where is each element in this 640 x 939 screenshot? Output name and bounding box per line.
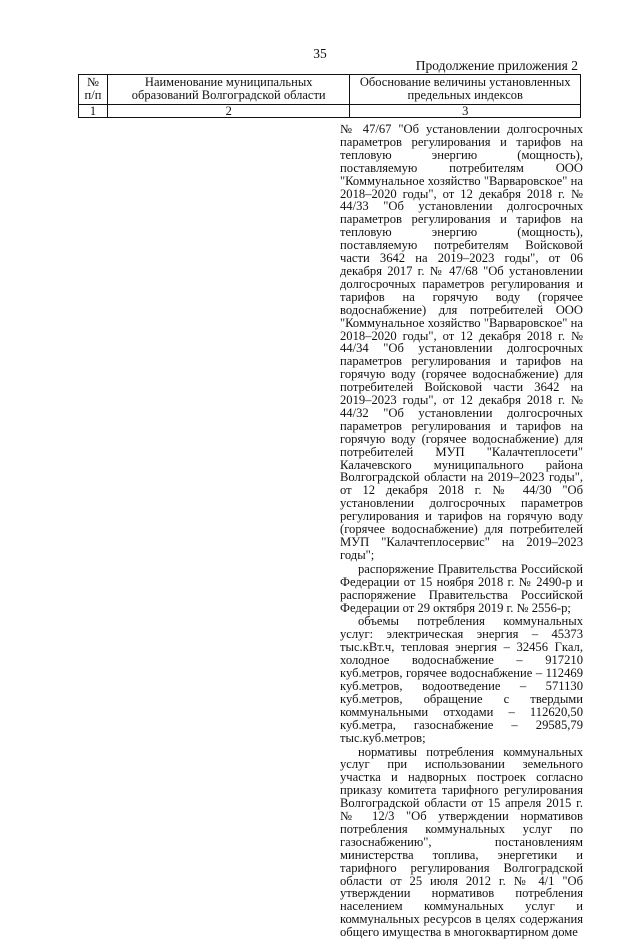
column-number-2: 2 (107, 105, 350, 118)
header-cell-municipality (107, 75, 350, 105)
header-municipality-line2: образований Волгоградской области (110, 89, 348, 102)
column-number-3: 3 (350, 105, 581, 118)
header-justification-line2: предельных индексов (352, 89, 578, 102)
header-municipality-line1: Наименование муниципальных (110, 76, 348, 89)
paragraph-government-orders: распоряжение Правительства Российской Федерации от 15 ноября 2018 г. № 2490-р и распоряжение Правительства Российской Федерации от 29 октября 2019 г. № 2556-р; (340, 563, 583, 615)
header-justification-line1: Обоснование величины установленных (352, 76, 578, 89)
column-number-1: 1 (79, 105, 108, 118)
page-number: 35 (0, 46, 640, 62)
header-number-line2: п/п (81, 89, 105, 102)
header-number-line1: № (81, 76, 105, 89)
header-cell-justification (350, 75, 581, 105)
table-header (78, 74, 581, 118)
paragraph-consumption-volumes: объемы потребления коммунальных услуг: электрическая энергия – 45373 тыс.кВт.ч, тепловая энергия – 32456 Гкал, холодное водоснабжение – 917210 куб.метров, горячее водоснабжение – 112469 куб.метров, водоотведение – 571130 куб.метров, обращение с твердыми коммунальными отходами – 112620,50 куб.метра, газоснабжение – 29585,79 тыс.куб.метров; (340, 615, 583, 744)
header-cell-number (79, 75, 108, 105)
header-row (79, 75, 581, 105)
paragraph-decrees: № 47/67 "Об установлении долгосрочных параметров регулирования и тарифов на тепловую энергию (мощность), поставляемую потребителям ООО "Коммунальное хозяйство "Варваровское" на 2018–2020 годы", от 12 декабря 2018 г. № 44/33 "Об установлении долгосрочных параметров регулирования и тарифов на тепловую энергию (мощность), поставляемую потребителям Войсковой части 3642 на 2019–2023 годы", от 06 декабря 2017 г. № 47/68 "Об установлении долгосрочных параметров регулирования и тарифов на горячую воду (горячее водоснабжение) для потребителей ООО "Коммунальное хозяйство "Варваровское" на 2018–2020 годы", от 12 декабря 2018 г. № 44/34 "Об установлении долгосрочных параметров регулирования и тарифов на горячую воду (горячее водоснабжение) для потребителей Войсковой части 3642 на 2019–2023 годы", от 12 декабря 2018 г. № 44/32 "Об установлении долгосрочных параметров регулирования и тарифов на горячую воду (горячее водоснабжение) для потребителей МУП "Калачтеплосети" Калачевского муниципального района Волгоградской области на 2019–2023 годы", от 12 декабря 2018 г. № 44/30 "Об установлении долгосрочных параметров регулирования и тарифов на горячую воду (горячее водоснабжение) для потребителей МУП "Калачтеплосервис" на 2019–2023 годы"; (340, 123, 583, 562)
paragraph-consumption-norms: нормативы потребления коммунальных услуг при использовании земельного участка и надворных построек согласно приказу комитета тарифного регулирования Волгоградской области от 15 апреля 2015 г. № 12/3 "Об утверждении нормативов потребления коммунальных услуг по газоснабжению", постановлениям министерства топлива, энергетики и тарифного регулирования Волгоградской области от 25 июля 2012 г. № 4/1 "Об утверждении нормативов потребления населением коммунальных услуг и коммунальных ресурсов в целях содержания общего имущества в многоквартирном доме (340, 746, 583, 939)
justification-column (340, 123, 583, 939)
continuation-note: Продолжение приложения 2 (416, 58, 578, 74)
column-number-row (79, 105, 581, 118)
